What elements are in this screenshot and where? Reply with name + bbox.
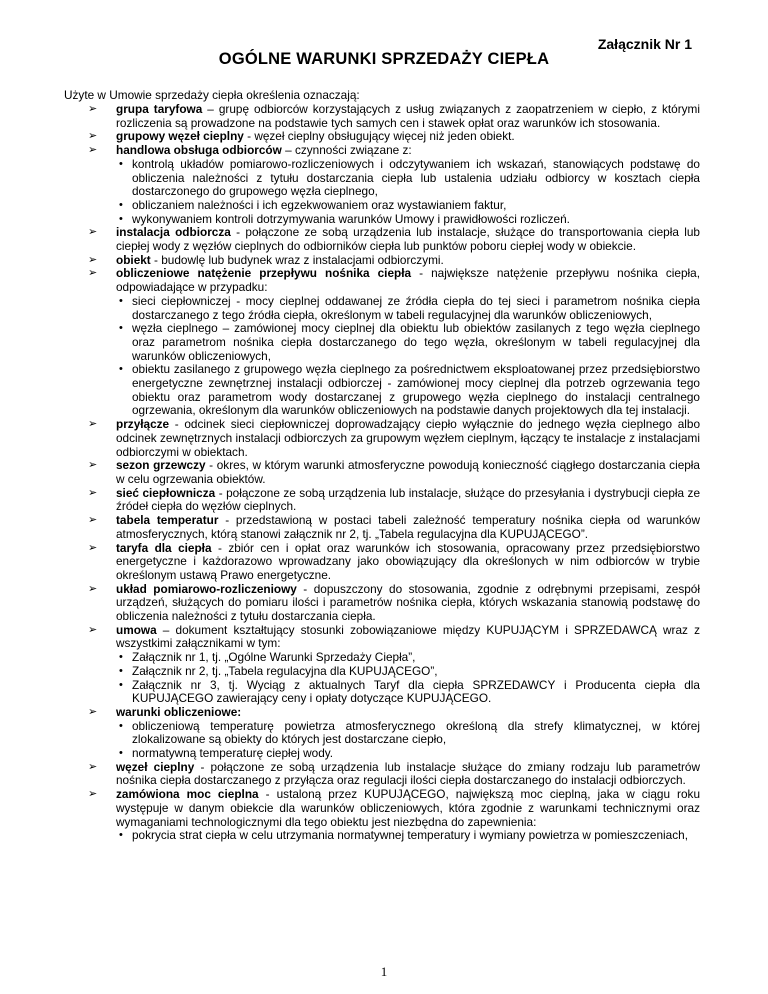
definition-text: - zbiór cen i opłat oraz warunków ich stosowania, opracowany przez przedsiębiorstwo energetyczne i każdorazowo wprowadzany jako obowiązujący dla określonych w nim odbiorców w trybie określonym ustawą Prawo energetyczne. [116,540,700,582]
definition-text: - połączone ze sobą urządzenia lub instalacje, służące do transportowania ciepła lub ciepłej wody z węzłów cieplnych do odbiorników ciepła lub punktów poboru ciepłej wody w obiekcie. [116,225,700,254]
dot-bullet-icon: • [119,363,123,376]
dot-bullet-icon: • [119,198,123,211]
sub-item-text: wykonywaniem kontroli dotrzymywania warunków Umowy i prawidłowości rozliczeń. [132,211,570,226]
definition-item [64,418,700,459]
sub-item-text: kontrolą układów pomiarowo-rozliczeniowych i odczytywaniem ich wskazań, stanowiących podstawę do obliczenia należności z tytułu dostarczania ciepła lub ustalenia udziału odbiorcy w kosztach ciepła dostarczonego do grupowego węzła cieplnego, [132,156,700,199]
sub-list-item [116,747,700,761]
dot-bullet-icon: • [119,829,123,842]
definition-item [64,706,700,761]
definition-text: - odcinek sieci ciepłowniczej doprowadzający ciepło wyłącznie do jednego węzła cieplnego albo odcinek zewnętrznych instalacji odbiorczych za grupowym węzłem cieplnym, łączący te instalacje z instalacjami odbiorczymi w obiektach. [116,417,700,459]
intro-text: Użyte w Umowie sprzedaży ciepła określenia oznaczają: [64,88,360,102]
sub-list-item [116,679,700,706]
sub-item-text: obiektu zasilanego z grupowego węzła cieplnego za pośrednictwem eksploatowanej przez przedsiębiorstwo energetyczne zewnętrznej instalacji odbiorczej - zamówionej mocy cieplnej dla potrzeb ogrzewania tego obiektu oraz parametrom wody dostarczanej z grupowego węzła cieplnego do instalacji centralnego ogrzewania, określonym dla warunków obliczeniowych na podstawie danych projektowych dla tej instalacji. [132,362,700,418]
dot-bullet-icon: • [119,747,123,760]
definition-text: - przedstawioną w postaci tabeli zależność temperatury nośnika ciepła od warunków atmosferycznych, którą stanowi załącznik nr 2, tj. „Tabela regulacyjna dla KUPUJĄCEGO”. [116,513,701,541]
dot-bullet-icon: • [119,157,123,170]
arrow-bullet-icon: ➢ [88,760,98,773]
definition-text: – czynności związane z: [281,143,412,158]
definition-term: zamówiona moc cieplna [116,787,259,802]
sub-item-text: normatywną temperaturę ciepłej wody. [132,746,334,761]
sub-list-item [116,651,700,665]
sub-list-item [116,322,700,363]
definition-term: instalacja odbiorcza [116,225,231,240]
definition-term: węzeł cieplny [116,759,195,774]
definition-term: umowa [116,622,157,637]
sub-list-item [116,158,700,199]
definition-item [64,103,700,130]
definition-item [64,761,700,788]
sub-item-text: sieci ciepłowniczej - mocy cieplnej oddawanej ze źródła ciepła do tej sieci i parametrom nośnika ciepła dostarczanego z tego źródła ciepła, określonym w tabeli regulacyjnej dla warunków obliczeniowych, [132,293,700,322]
arrow-bullet-icon: ➢ [88,144,98,157]
definition-item [64,459,700,486]
definition-term: obiekt [116,252,151,267]
sub-item-text: Załącznik nr 1, tj. „Ogólne Warunki Sprzedaży Ciepła”, [132,650,416,665]
arrow-bullet-icon: ➢ [88,788,98,801]
arrow-bullet-icon: ➢ [88,705,98,718]
definition-term: grupowy węzeł cieplny [116,129,244,144]
arrow-bullet-icon: ➢ [88,541,98,554]
definition-text: - budowlę lub budynek wraz z instalacjami odbiorczymi. [150,252,444,267]
sub-item-text: węzła cieplnego – zamówionej mocy cieplnej dla obiektu lub obiektów zasilanych z tego węzła cieplnego oraz parametrom nośnika ciepła dostarczanego do tego węzła, określonym w tabeli regulacyjnej dla warunków obliczeniowych, [132,321,700,363]
arrow-bullet-icon: ➢ [88,486,98,499]
definition-item [64,788,700,843]
sub-list-item [116,199,700,213]
sub-item-text: Załącznik nr 3, tj. Wyciąg z aktualnych Taryf dla ciepła SPRZEDAWCY i Producenta ciepła dla KUPUJĄCEGO zawierający ceny i opłaty dotyczące KUPUJĄCEGO. [132,677,700,706]
dot-bullet-icon: • [119,294,123,307]
definition-item [64,254,700,268]
arrow-bullet-icon: ➢ [88,130,98,143]
sub-item-text: obliczaniem należności i ich egzekwowaniem oraz wystawianiem faktur, [132,197,507,212]
definition-text: - ustaloną przez KUPUJĄCEGO, największą moc cieplną, jaka w ciągu roku występuje w danym obiekcie dla warunków obliczeniowych, która zgodnie z warunkami technicznymi oraz wymaganiami technologicznymi dla tego obiektu jest niezbędna do zapewnienia: [116,787,701,829]
definition-item [64,542,700,583]
dot-bullet-icon: • [119,664,123,677]
definition-text: – grupę odbiorców korzystających z usług związanych z zaopatrzeniem w ciepło, z którymi rozliczenia są prowadzone na podstawie tych samych cen i stawek opłat oraz warunków ich stosowania. [116,102,700,130]
definition-term: obliczeniowe natężenie przepływu nośnika ciepła [116,266,412,281]
arrow-bullet-icon: ➢ [88,267,98,280]
dot-bullet-icon: • [119,651,123,664]
arrow-bullet-icon: ➢ [88,459,98,472]
arrow-bullet-icon: ➢ [88,418,98,431]
definition-item [64,130,700,144]
arrow-bullet-icon: ➢ [88,582,98,595]
definition-text: - dopuszczony do stosowania, zgodnie z odrębnymi przepisami, zespół urządzeń, służących do pomiaru ilości i parametrów nośnika ciepła, których wskazania stanowią podstawę do obliczenia należności z tytułu dostarczania ciepła. [116,581,700,624]
dot-bullet-icon: • [119,719,123,732]
arrow-bullet-icon: ➢ [88,226,98,239]
sub-list-item [116,213,700,227]
sub-item-text: pokrycia strat ciepła w celu utrzymania normatywnej temperatury i wymiany powietrza w pomieszczeniach, [132,828,688,843]
definition-text: - największe natężenie przepływu nośnika ciepła, odpowiadające w przypadku: [116,266,700,295]
definition-item [64,514,700,541]
definition-item [64,267,700,418]
definition-term: tabela temperatur [116,513,219,528]
definition-item [64,583,700,624]
definition-term: handlowa obsługa odbiorców [116,143,282,158]
sub-list-item [116,665,700,679]
definition-term: taryfa dla ciepła [116,540,212,555]
definition-term: grupa taryfowa [116,102,203,116]
page-number: 1 [380,964,388,979]
sub-list-item [116,829,700,843]
definition-text: - połączone ze sobą urządzenia lub instalacje, służące do przesyłania i dystrybucji ciepła ze źródeł ciepła do węzłów cieplnych. [116,485,701,514]
arrow-bullet-icon: ➢ [88,103,98,115]
definition-term: układ pomiarowo-rozliczeniowy [116,581,297,596]
definition-item [64,487,700,514]
definition-term: warunki obliczeniowe: [116,704,242,719]
definition-text: - połączone ze sobą urządzenia lub instalacje służące do zmiany rodzaju lub parametrów nośnika ciepła dostarczanego z przyłącza oraz regulacji ilości ciepła dostarczanego do instalacji odbiorczych. [116,759,701,788]
dot-bullet-icon: • [119,212,123,225]
sub-list-item [116,295,700,322]
dot-bullet-icon: • [119,678,123,691]
definitions-list [64,103,700,843]
sub-item-text: Załącznik nr 2, tj. „Tabela regulacyjna dla KUPUJĄCEGO”, [132,663,438,678]
definition-item [64,144,700,226]
definition-text: – dokument kształtujący stosunki zobowiązaniowe między KUPUJĄCYM i SPRZEDAWCĄ wraz z wszystkimi załącznikami w tym: [116,622,700,651]
dot-bullet-icon: • [119,322,123,335]
page-title: OGÓLNE WARUNKI SPRZEDAŻY CIEPŁA [218,50,550,68]
arrow-bullet-icon: ➢ [88,253,98,266]
definition-term: sieć ciepłownicza [116,485,216,500]
definition-text: - węzeł cieplny obsługujący więcej niż jeden obiekt. [243,129,515,144]
definition-term: sezon grzewczy [116,458,206,473]
arrow-bullet-icon: ➢ [88,514,98,527]
definition-term: przyłącze [116,417,170,432]
definition-item [64,624,700,706]
sub-list-item [116,363,700,418]
sub-list-item [116,720,700,747]
definition-text: - okres, w którym warunki atmosferyczne powodują konieczność ciągłego dostarczania ciepła w celu ogrzewania obiektów. [116,458,700,486]
arrow-bullet-icon: ➢ [88,623,98,636]
annex-label: Załącznik Nr 1 [597,36,692,52]
sub-item-text: obliczeniową temperaturę powietrza atmosferycznego określoną dla strefy klimatycznej, w której zlokalizowane są obiekty do których jest dostarczane ciepło, [132,718,700,747]
definition-item [64,226,700,253]
